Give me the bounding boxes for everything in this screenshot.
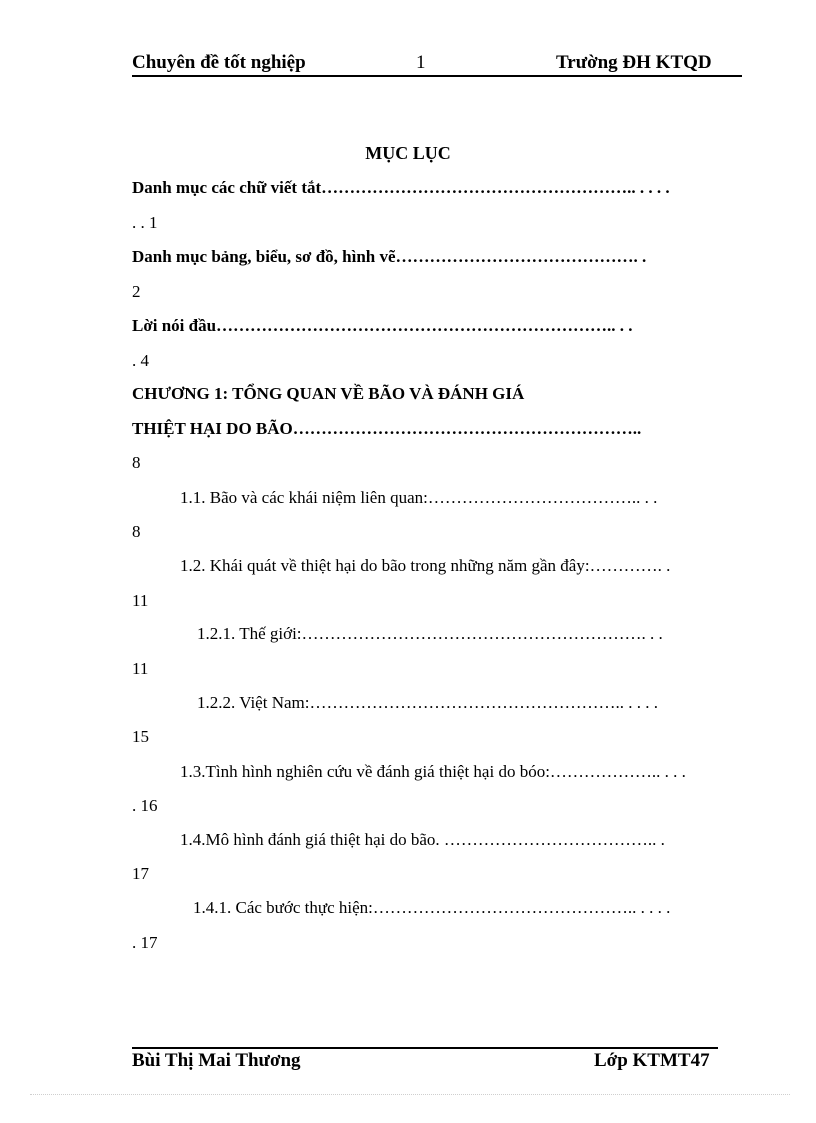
toc-entry-page: 15 xyxy=(132,727,149,746)
footer-class: Lớp KTMT47 xyxy=(594,1050,710,1071)
toc-entry-text[interactable]: 1.2. Khái quát về thiệt hại do bão trong những năm gần đây:…………. . xyxy=(180,556,671,575)
toc-entry-text[interactable]: 1.4.1. Các bước thực hiện:……………………………………….. . . . . xyxy=(193,898,671,917)
toc-entry-page: . 16 xyxy=(132,796,158,815)
toc-entry-text[interactable]: THIỆT HẠI DO BÃO…………………………………………………….. xyxy=(132,419,642,438)
toc-entry-page: 8 xyxy=(132,522,141,541)
header-doc-type: Chuyên đề tốt nghiệp xyxy=(132,52,306,73)
toc-entry-text[interactable]: 1.3.Tình hình nghiên cứu về đánh giá thiệt hại do bóo:……………….. . . . xyxy=(180,762,686,781)
toc-entry-text[interactable]: 1.1. Bão và các khái niệm liên quan:……………………………….. . . xyxy=(180,488,658,507)
footer-rule xyxy=(132,1047,718,1049)
toc-entry-text[interactable]: 1.2.2. Việt Nam:……………………………………………….. . . . . xyxy=(197,693,658,712)
toc-entry-page: 2 xyxy=(132,282,141,301)
toc-entry-page: . . 1 xyxy=(132,213,158,232)
toc-entry-text[interactable]: Danh mục các chữ viết tắt……………………………………………….. . . . . xyxy=(132,178,670,197)
footer-author: Bùi Thị Mai Thương xyxy=(132,1050,301,1071)
toc-entry-page: 8 xyxy=(132,453,141,472)
toc-entry-page: . 17 xyxy=(132,933,158,952)
header-school: Trường ĐH KTQD xyxy=(556,52,712,73)
header-rule xyxy=(132,75,742,77)
header-page-number: 1 xyxy=(416,52,426,73)
toc-entry-page: 11 xyxy=(132,659,149,678)
toc-title: MỤC LỤC xyxy=(365,143,451,163)
toc-entry-page: 17 xyxy=(132,864,149,883)
toc-entry-text[interactable]: 1.4.Mô hình đánh giá thiệt hại do bão. ……………………………….. . xyxy=(180,830,665,849)
toc-entry-text[interactable]: 1.2.1. Thế giới:……………………………………………………. . . xyxy=(197,624,663,643)
toc-entry-text[interactable]: Danh mục bảng, biểu, sơ đồ, hình vẽ……………………………………. . xyxy=(132,247,647,266)
toc-chapter-heading[interactable]: CHƯƠNG 1: TỔNG QUAN VỀ BÃO VÀ ĐÁNH GIÁ xyxy=(132,384,525,403)
toc-entry-page: 11 xyxy=(132,591,149,610)
page-bottom-border xyxy=(30,1094,790,1095)
toc-entry-page: . 4 xyxy=(132,351,149,370)
toc-entry-text[interactable]: Lời nói đầu…………………………………………………………….. . . xyxy=(132,316,633,335)
